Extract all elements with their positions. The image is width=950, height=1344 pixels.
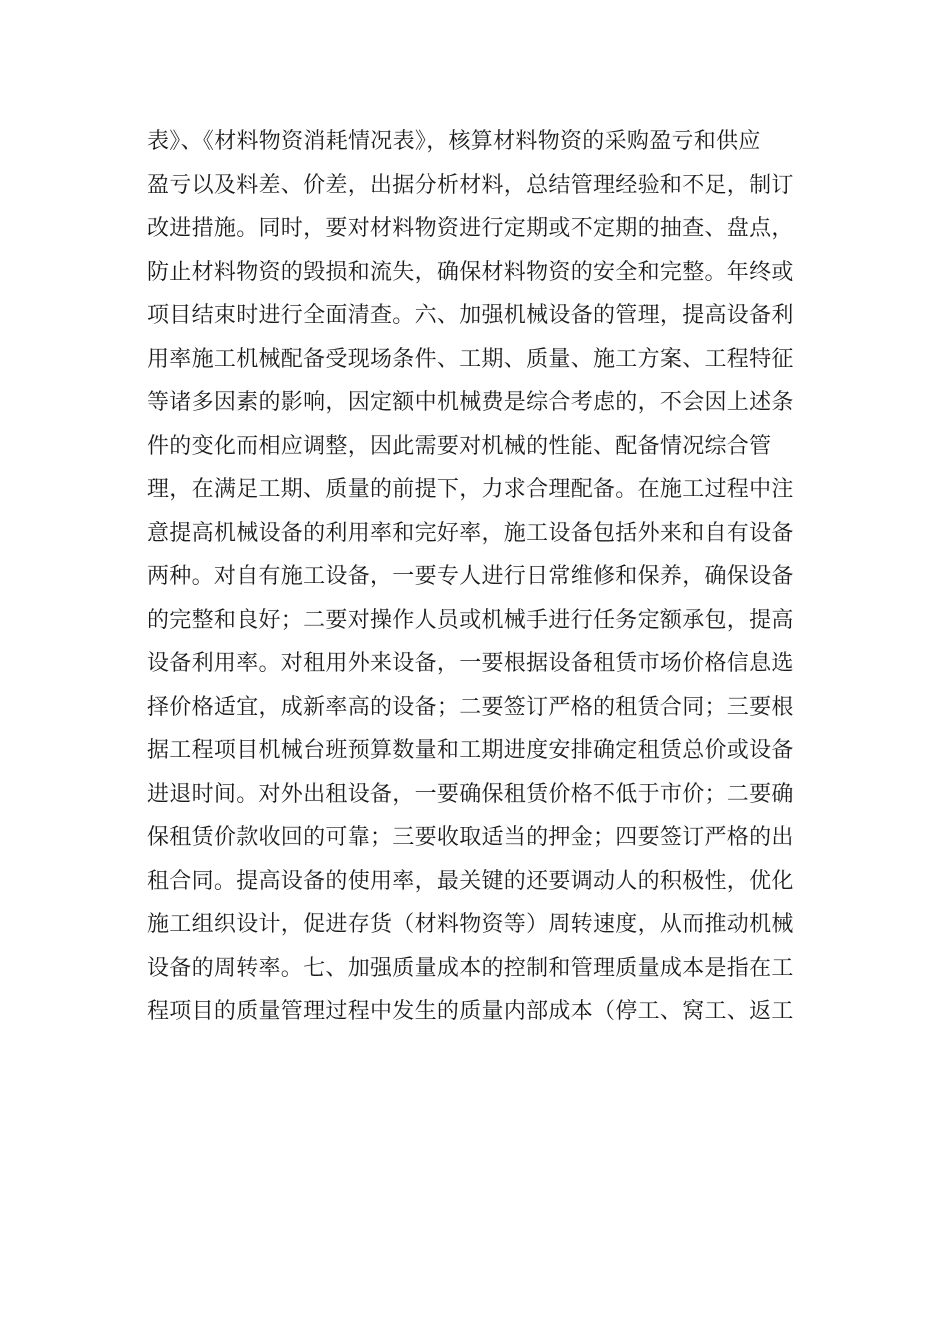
text-line: 盈亏以及料差、价差，出据分析材料，总结管理经验和不足，制订 — [147, 172, 794, 198]
text-line: 择价格适宜，成新率高的设备；二要签订严格的租赁合同；三要根 — [147, 694, 794, 720]
text-line: 进退时间。对外出租设备，一要确保租赁价格不低于市价；二要确 — [147, 781, 794, 807]
text-line: 表》、《材料物资消耗情况表》，核算材料物资的采购盈亏和供应 — [147, 129, 761, 154]
text-line: 防止材料物资的毁损和流失，确保材料物资的安全和完整。年终或 — [147, 259, 794, 285]
text-line: 设备的周转率。七、加强质量成本的控制和管理质量成本是指在工 — [147, 955, 794, 981]
text-line: 设备利用率。对租用外来设备，一要根据设备租赁市场价格信息选 — [147, 651, 794, 676]
text-line: 意提高机械设备的利用率和完好率，施工设备包括外来和自有设备 — [147, 520, 794, 546]
text-line: 据工程项目机械台班预算数量和工期进度安排确定租赁总价或设备 — [147, 738, 794, 763]
text-line: 改进措施。同时，要对材料物资进行定期或不定期的抽查、盘点， — [147, 216, 794, 241]
text-line: 租合同。提高设备的使用率，最关键的还要调动人的积极性，优化 — [147, 868, 794, 894]
text-line: 件的变化而相应调整，因此需要对机械的性能、配备情况综合管 — [147, 433, 772, 459]
text-line: 保租赁价款收回的可靠；三要收取适当的押金；四要签订严格的出 — [147, 825, 794, 850]
text-line: 等诸多因素的影响，因定额中机械费是综合考虑的，不会因上述条 — [147, 390, 794, 415]
text-line: 用率施工机械配备受现场条件、工期、质量、施工方案、工程特征 — [147, 346, 794, 372]
text-line: 项目结束时进行全面清查。六、加强机械设备的管理，提高设备利 — [147, 303, 794, 328]
text-line: 两种。对自有施工设备，一要专人进行日常维修和保养，确保设备 — [147, 564, 794, 589]
text-line: 施工组织设计，促进存货（材料物资等）周转速度，从而推动机械 — [147, 912, 794, 937]
text-line: 理，在满足工期、质量的前提下，力求合理配备。在施工过程中注 — [147, 477, 794, 502]
body-text — [147, 120, 807, 1034]
text-line: 程项目的质量管理过程中发生的质量内部成本（停工、窝工、返工 — [147, 999, 794, 1024]
text-line: 的完整和良好；二要对操作人员或机械手进行任务定额承包，提高 — [147, 607, 794, 633]
